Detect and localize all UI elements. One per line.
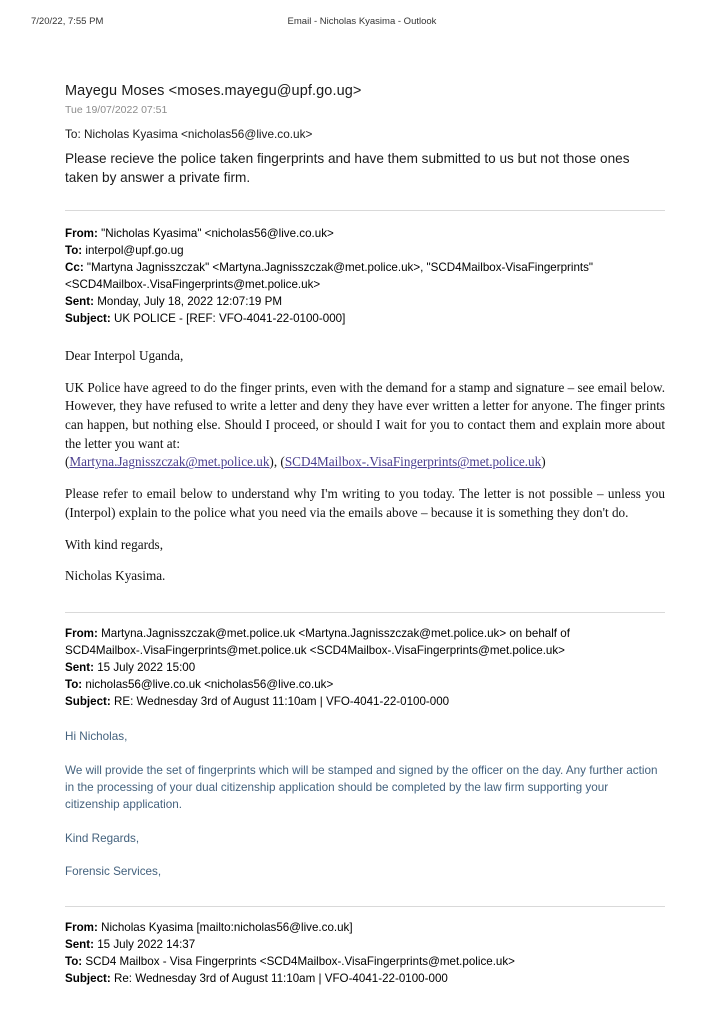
message-2-from-row (65, 225, 665, 242)
message-4-subject-label: Subject: (65, 972, 111, 986)
message-4-from-row (65, 919, 665, 936)
message-1-recipient: To: Nicholas Kyasima <nicholas56@live.co.uk> (65, 126, 313, 141)
message-3-signature: Forensic Services, (65, 864, 162, 878)
message-4-sent-row (65, 936, 665, 953)
message-2-sent-row (65, 293, 665, 310)
message-4-to-value: SCD4 Mailbox - Visa Fingerprints <SCD4Mailbox-.VisaFingerprints@met.police.uk> (85, 955, 515, 969)
links-open-paren: ( (65, 454, 70, 470)
print-header-title: Email - Nicholas Kyasima - Outlook (287, 16, 437, 27)
message-1-body: Please recieve the police taken fingerprints and have them submitted to us but not those ones taken by answer a private firm. (65, 151, 630, 185)
message-2-to-label: To: (65, 243, 83, 257)
message-2-cc-row (65, 259, 665, 293)
message-4-sent-value: 15 July 2022 14:37 (97, 938, 196, 952)
message-2-signature: Nicholas Kyasima. (65, 568, 166, 584)
message-2-to-row (65, 242, 665, 259)
message-3-headers (65, 625, 665, 710)
message-2-paragraph-2: Please refer to email below to understand why I'm writing to you today. The letter is not possible – unless you (Interpol) explain to the police what you need via the emails above – because it is something they don't do. (65, 486, 665, 520)
message-1-date: Tue 19/07/2022 07:51 (65, 104, 168, 117)
message-2-to-value: interpol@upf.go.ug (85, 243, 184, 257)
message-2-salutation: Dear Interpol Uganda, (65, 347, 184, 363)
message-2-sent-value: Monday, July 18, 2022 12:07:19 PM (97, 294, 282, 308)
message-1-sender: Mayegu Moses <moses.mayegu@upf.go.ug> (65, 83, 362, 99)
email-thread (65, 82, 665, 987)
message-3-closing: Kind Regards, (65, 831, 140, 845)
message-2-body (65, 347, 665, 586)
message-3-subject-row (65, 693, 665, 710)
message-3-to-row (65, 676, 665, 693)
message-3-sent-value: 15 July 2022 15:00 (97, 661, 196, 675)
message-3-sent-row (65, 659, 665, 676)
message-4-subject-row (65, 970, 665, 987)
message-3-subject-label: Subject: (65, 695, 111, 709)
message-1 (65, 82, 665, 188)
message-2-sent-label: Sent: (65, 294, 94, 308)
message-4-from-value: Nicholas Kyasima [mailto:nicholas56@live.co.uk] (101, 921, 353, 935)
message-2-paragraph-1: UK Police have agreed to do the finger prints, even with the demand for a stamp and signature – see email below. However, they have refused to write a letter and deny they have ever written a letter for anyone. The finger prints can happen, but nothing else. Should I proceed, or should I wait for you to contact them and explain more about the letter you want at: (65, 379, 665, 451)
message-2-cc-value: "Martyna Jagnisszczak" <Martyna.Jagnisszczak@met.police.uk>, "SCD4Mailbox-VisaFingerprints" <SCD4Mailbox-.VisaFingerprints@met.police.uk> (65, 260, 594, 291)
message-2-from-value: "Nicholas Kyasima" <nicholas56@live.co.uk> (101, 226, 334, 240)
message-4-sent-label: Sent: (65, 938, 94, 952)
message-3-body (65, 728, 665, 880)
message-3-subject-value: RE: Wednesday 3rd of August 11:10am | VFO-4041-22-0100-000 (113, 695, 450, 709)
print-header-timestamp: 7/20/22, 7:55 PM (31, 16, 104, 27)
email-link-scd4mailbox[interactable]: SCD4Mailbox-.VisaFingerprints@met.police.uk (284, 454, 542, 470)
links-mid-paren: ), ( (269, 454, 285, 470)
message-4-subject-value: Re: Wednesday 3rd of August 11:10am | VFO-4041-22-0100-000 (113, 972, 448, 986)
message-4-headers (65, 919, 665, 987)
message-4-to-row (65, 953, 665, 970)
message-2-cc-label: Cc: (65, 260, 84, 274)
message-3-to-value: nicholas56@live.co.uk <nicholas56@live.co.uk> (85, 678, 334, 692)
message-3-salutation: Hi Nicholas, (65, 730, 128, 744)
email-link-martyna[interactable]: Martyna.Jagnisszczak@met.police.uk (69, 454, 270, 470)
message-3-from-row (65, 625, 665, 659)
message-2-subject-label: Subject: (65, 311, 111, 325)
message-2-subject-row (65, 310, 665, 327)
message-2-links-line (65, 453, 665, 472)
message-2-subject-value: UK POLICE - [REF: VFO-4041-22-0100-000] (113, 311, 346, 325)
message-3-paragraph-1: We will provide the set of fingerprints which will be stamped and signed by the officer on the day. Any further action in the processing of your dual citizenship application should be completed by the law firm supporting your citizenship application. (65, 763, 658, 812)
message-3-from-label: From: (65, 627, 98, 641)
message-2-headers (65, 225, 665, 327)
message-3-from-value: Martyna.Jagnisszczak@met.police.uk <Martyna.Jagnisszczak@met.police.uk> on behalf of SCD4Mailbox-.VisaFingerprints@met.police.uk <SCD4Mailbox-.VisaFingerprints@met.police.uk> (65, 627, 570, 658)
message-2-closing: With kind regards, (65, 536, 163, 552)
links-close-paren: ) (541, 454, 546, 470)
message-3-sent-label: Sent: (65, 661, 94, 675)
message-3-to-label: To: (65, 678, 83, 692)
message-2-from-label: From: (65, 226, 98, 240)
message-4-from-label: From: (65, 921, 98, 935)
message-4-to-label: To: (65, 955, 83, 969)
print-header (0, 16, 724, 30)
